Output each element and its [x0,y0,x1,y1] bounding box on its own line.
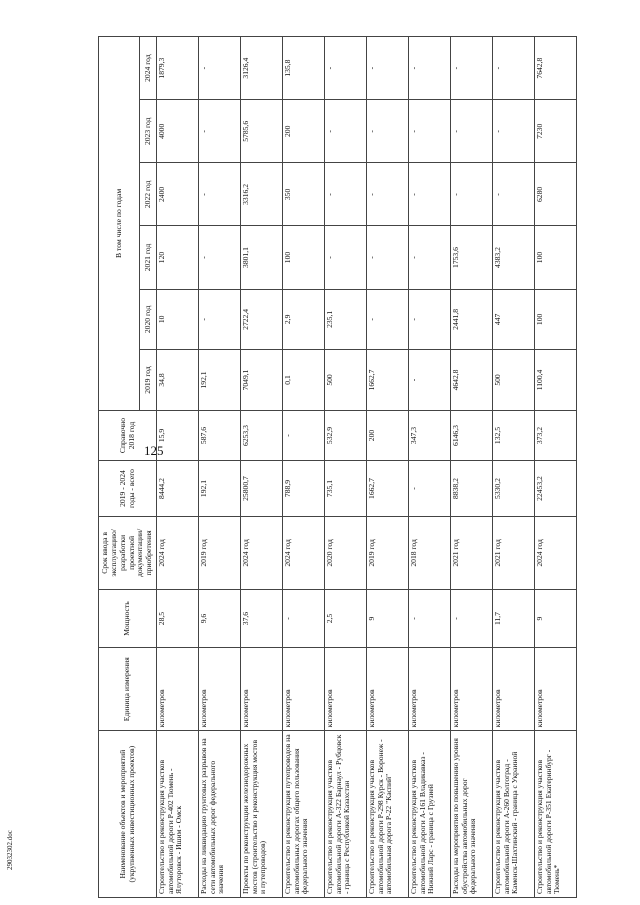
cell-ref2018: 132,5 [493,410,535,460]
cell-year-value: 7230 [535,100,577,163]
cell-unit: километров [325,648,367,731]
header-term: Срок ввода в эксплуатацию/ разработки проектной документации/ приобретения [99,516,157,589]
cell-unit: километров [157,648,199,731]
cell-year-value: 7049,1 [241,350,283,411]
cell-total: 192,1 [199,461,241,517]
cell-name: Проекты по реконструкции железнодорожных мостов (строительство и реконструкция мостов и путепроводов) [241,731,283,898]
cell-term: 2024 год [241,516,283,589]
cell-name: Строительство и реконструкция участков автомобильной дороги А-161 Владикавказ - Нижний Ларс - граница с Грузией [409,731,451,898]
cell-year-value: - [199,289,241,350]
cell-year-value: 447 [493,289,535,350]
cell-total: 735,1 [325,461,367,517]
header-year: 2020 год [140,289,157,350]
table-row [241,37,283,898]
table-row [325,37,367,898]
footer-filename: 29032302.doc [6,830,14,870]
cell-capacity: 9,6 [199,590,241,648]
cell-ref2018: - [283,410,325,460]
cell-year-value: 120 [157,226,199,289]
table-row [493,37,535,898]
cell-unit: километров [451,648,493,731]
table-row [451,37,493,898]
header-year: 2022 год [140,163,157,226]
header-total: 2019 - 2024 годы - всего [99,461,157,517]
table-row [199,37,241,898]
header-ref-2018: Справочно 2018 год [99,410,157,460]
cell-term: 2024 год [535,516,577,589]
cell-year-value: 2441,8 [451,289,493,350]
cell-capacity: 9 [535,590,577,648]
cell-term: 2018 год [409,516,451,589]
cell-year-value: - [409,100,451,163]
cell-year-value: 100 [535,289,577,350]
cell-capacity: 9 [367,590,409,648]
cell-year-value: - [367,226,409,289]
cell-unit: километров [241,648,283,731]
table-row [535,37,577,898]
cell-year-value: 200 [283,100,325,163]
cell-year-value: - [409,350,451,411]
cell-unit: километров [493,648,535,731]
cell-term: 2019 год [199,516,241,589]
cell-year-value: - [199,100,241,163]
cell-year-value: 4000 [157,100,199,163]
cell-ref2018: 15,9 [157,410,199,460]
cell-total: 5330,2 [493,461,535,517]
cell-name: Строительство и реконструкция участков автомобильной дороги Р-402 Тюмень - Ялуторовск - Ишим - Омск [157,731,199,898]
cell-year-value: 7642,8 [535,37,577,100]
cell-unit: километров [199,648,241,731]
cell-year-value: - [409,37,451,100]
cell-unit: километров [535,648,577,731]
header-year: 2023 год [140,100,157,163]
cell-name: Расходы на мероприятия по повышению уровня обустройства автомобильных дорог федерального значения [451,731,493,898]
cell-year-value: 5785,6 [241,100,283,163]
header-capacity: Мощность [99,590,157,648]
cell-year-value: 235,1 [325,289,367,350]
investment-projects-table [98,36,577,898]
cell-year-value: - [367,289,409,350]
cell-year-value: 500 [325,350,367,411]
cell-total: - [409,461,451,517]
cell-year-value: - [325,163,367,226]
cell-year-value: 100 [283,226,325,289]
cell-year-value: 2,9 [283,289,325,350]
cell-capacity: 28,5 [157,590,199,648]
cell-year-value: - [325,100,367,163]
cell-year-value: 2722,4 [241,289,283,350]
header-year: 2019 год [140,350,157,411]
cell-term: 2024 год [283,516,325,589]
cell-name: Строительство и реконструкция участков автомобильной дороги Р-351 Екатеринбург - Тюмень* [535,731,577,898]
header-year: 2024 год [140,37,157,100]
cell-year-value: - [409,163,451,226]
cell-year-value: 1662,7 [367,350,409,411]
cell-year-value: - [199,37,241,100]
cell-year-value: 10 [157,289,199,350]
cell-ref2018: 532,9 [325,410,367,460]
cell-year-value: 350 [283,163,325,226]
cell-name: Строительство и реконструкция участков автомобильной дороги Р-298 Курск - Воронеж - автомобильная дорога Р-22 "Каспий" [367,731,409,898]
cell-year-value: - [451,100,493,163]
cell-ref2018: 200 [367,410,409,460]
cell-unit: километров [409,648,451,731]
cell-unit: километров [367,648,409,731]
cell-year-value: 2400 [157,163,199,226]
cell-year-value: - [199,226,241,289]
page-number: 125 [144,443,164,458]
cell-total: 8838,2 [451,461,493,517]
header-unit: Единица измерения [99,648,157,731]
cell-year-value: 4642,8 [451,350,493,411]
header-name: Наименование объектов и мероприятий (укрупненных инвестиционных проектов) [99,731,157,898]
cell-term: 2020 год [325,516,367,589]
header-incl-by-years: В том числе по годам [99,37,140,411]
cell-total: 25800,7 [241,461,283,517]
cell-term: 2021 год [451,516,493,589]
cell-year-value: 1753,6 [451,226,493,289]
cell-total: 788,9 [283,461,325,517]
cell-year-value: 3801,1 [241,226,283,289]
cell-year-value: - [409,289,451,350]
cell-total: 8444,2 [157,461,199,517]
cell-year-value: 6280 [535,163,577,226]
cell-year-value: 4383,2 [493,226,535,289]
cell-ref2018: 373,2 [535,410,577,460]
cell-year-value: - [325,226,367,289]
cell-year-value: 500 [493,350,535,411]
cell-term: 2024 год [157,516,199,589]
cell-year-value: 1100,4 [535,350,577,411]
cell-year-value: - [325,37,367,100]
cell-capacity: - [283,590,325,648]
cell-year-value: - [493,163,535,226]
cell-capacity: 11,7 [493,590,535,648]
cell-ref2018: 6253,3 [241,410,283,460]
cell-name: Строительство и реконструкция участков автомобильной дороги А-322 Барнаул - Рубцовск - граница с Республикой Казахстан [325,731,367,898]
table-row [409,37,451,898]
header-year: 2021 год [140,226,157,289]
cell-year-value: - [409,226,451,289]
cell-name: Строительство и реконструкция путепроводов на автомобильных дорогах общего пользования федерального значения [283,731,325,898]
cell-year-value: - [367,163,409,226]
cell-year-value: 100 [535,226,577,289]
table-row [283,37,325,898]
cell-year-value: 34,8 [157,350,199,411]
cell-ref2018: 347,3 [409,410,451,460]
cell-term: 2019 год [367,516,409,589]
cell-capacity: - [409,590,451,648]
cell-year-value: 0,1 [283,350,325,411]
cell-total: 1662,7 [367,461,409,517]
cell-year-value: 135,8 [283,37,325,100]
cell-capacity: - [451,590,493,648]
cell-ref2018: 6146,3 [451,410,493,460]
cell-capacity: 2,5 [325,590,367,648]
cell-year-value: - [199,163,241,226]
cell-year-value: - [451,163,493,226]
cell-ref2018: 587,6 [199,410,241,460]
cell-total: 22453,2 [535,461,577,517]
cell-unit: километров [283,648,325,731]
cell-year-value: - [493,37,535,100]
cell-year-value: 192,1 [199,350,241,411]
cell-name: Расходы на ликвидацию грунтовых разрывов на сети автомобильных дорог федерального значения [199,731,241,898]
cell-year-value: 3316,2 [241,163,283,226]
cell-year-value: - [451,37,493,100]
cell-term: 2021 год [493,516,535,589]
cell-capacity: 37,6 [241,590,283,648]
table-row [367,37,409,898]
rotated-table-wrapper [98,36,593,898]
cell-year-value: - [367,37,409,100]
cell-year-value: - [493,100,535,163]
cell-year-value: 3126,4 [241,37,283,100]
cell-year-value: 1879,3 [157,37,199,100]
cell-name: Строительство и реконструкция участков автомобильной дороги А-260 Волгоград - Каменск-Шахтинский - граница с Украиной [493,731,535,898]
table-row [157,37,199,898]
cell-year-value: - [367,100,409,163]
